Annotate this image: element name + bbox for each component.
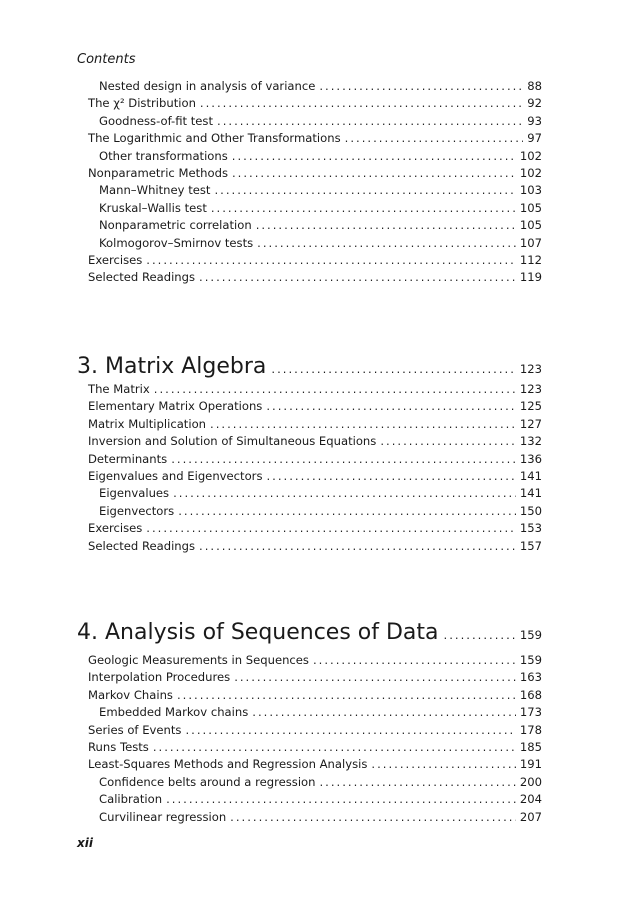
toc-entry-page: 178 — [519, 722, 542, 737]
toc-entry-title: Nested design in analysis of variance — [99, 79, 316, 93]
toc-entry[interactable] — [88, 520, 542, 537]
leader-dots — [266, 398, 516, 415]
toc-entry-title: Goodness-of-fit test — [99, 113, 214, 128]
leader-dots — [199, 269, 516, 286]
toc-entry-page: 159 — [519, 653, 542, 667]
leader-dots — [320, 774, 516, 791]
toc-entry-page: 168 — [519, 687, 542, 702]
toc-entry[interactable] — [88, 451, 542, 468]
leader-dots — [232, 148, 516, 165]
toc-entry-title: The χ² Distribution — [88, 96, 196, 111]
leader-dots — [200, 95, 523, 112]
toc-entry-page: 102 — [519, 148, 542, 163]
toc-entry-title: Kolmogorov–Smirnov tests — [99, 235, 254, 250]
toc-entry[interactable] — [88, 468, 542, 485]
leader-dots — [371, 756, 515, 773]
toc-entry[interactable] — [88, 165, 542, 182]
toc-entry-page: 141 — [519, 468, 542, 483]
toc-entry-page: 150 — [519, 503, 542, 518]
leader-dots — [257, 235, 516, 252]
toc-entry[interactable] — [88, 433, 542, 450]
toc-entry-page: 200 — [519, 774, 542, 789]
toc-entry-title: Eigenvalues and Eigenvectors — [88, 468, 263, 483]
toc-entry-title: Embedded Markov chains — [99, 705, 249, 720]
toc-entry-title: Confidence belts around a regression — [99, 774, 316, 789]
toc-entry-page: 191 — [519, 757, 542, 772]
toc-entry-title: Curvilinear regression — [99, 809, 227, 824]
toc-entry[interactable] — [88, 669, 542, 686]
toc-entry-title: Series of Events — [88, 722, 182, 737]
leader-dots — [313, 652, 516, 669]
toc-entry-title: Eigenvectors — [99, 503, 175, 518]
chapter-4-entries — [88, 652, 542, 826]
leader-dots — [171, 451, 516, 468]
leader-dots — [178, 503, 516, 520]
toc-entry-page: 153 — [519, 521, 542, 536]
toc-entry-page: 207 — [519, 809, 542, 824]
leader-dots — [185, 722, 515, 739]
toc-entry-title: Nonparametric correlation — [99, 218, 252, 233]
toc-entry-page: 103 — [519, 183, 542, 198]
toc-entry-title: Least-Squares Methods and Regression Analysis — [88, 757, 368, 772]
chapter-title: 3. Matrix Algebra — [77, 354, 267, 379]
toc-entry-page: 88 — [527, 79, 542, 93]
toc-entry-title: Exercises — [88, 252, 143, 267]
toc-entry-title: Mann–Whitney test — [99, 183, 211, 198]
leader-dots — [266, 468, 515, 485]
toc-entry[interactable] — [88, 252, 542, 269]
toc-entry[interactable] — [88, 687, 542, 704]
toc-entry-page: 93 — [527, 113, 542, 128]
leader-dots — [154, 381, 516, 398]
leader-dots — [146, 252, 516, 269]
toc-entry[interactable] — [88, 739, 542, 756]
toc-entry[interactable] — [88, 809, 542, 826]
toc-entry[interactable] — [88, 235, 542, 252]
toc-entry-page: 204 — [519, 792, 542, 807]
toc-entry-title: Exercises — [88, 521, 143, 536]
leader-dots — [210, 416, 516, 433]
toc-entry[interactable] — [88, 791, 542, 808]
toc-entry[interactable] — [88, 182, 542, 199]
toc-entry-page: 157 — [519, 538, 542, 553]
toc-entry-title: Inversion and Solution of Simultaneous Equations — [88, 434, 377, 449]
toc-entry[interactable] — [88, 652, 542, 669]
toc-entry[interactable] — [88, 113, 542, 130]
toc-entry[interactable] — [88, 381, 542, 398]
toc-entry-title: Interpolation Procedures — [88, 670, 231, 685]
toc-entry-title: Nonparametric Methods — [88, 165, 228, 180]
chapter-page: 123 — [519, 362, 542, 376]
toc-entry-page: 105 — [519, 200, 542, 215]
leader-dots — [444, 628, 515, 642]
toc-entry-title: Geologic Measurements in Sequences — [88, 653, 309, 667]
leader-dots — [153, 739, 516, 756]
toc-entry-page: 92 — [527, 96, 542, 111]
toc-entry-title: Runs Tests — [88, 739, 149, 754]
leader-dots — [166, 791, 516, 808]
leader-dots — [232, 165, 516, 182]
chapter-heading[interactable] — [77, 620, 542, 648]
leader-dots — [199, 538, 516, 555]
leader-dots — [252, 704, 516, 721]
toc-entry-page: 105 — [519, 218, 542, 233]
leader-dots — [177, 687, 516, 704]
toc-entry[interactable] — [88, 130, 542, 147]
toc-entry-page: 119 — [519, 270, 542, 285]
toc-entry[interactable] — [88, 269, 542, 286]
toc-entry[interactable] — [88, 398, 542, 415]
toc-entry-page: 185 — [519, 739, 542, 754]
toc-entry-page: 132 — [519, 434, 542, 449]
leader-dots — [234, 669, 516, 686]
leader-dots — [146, 520, 516, 537]
toc-entry-title: Calibration — [99, 792, 163, 807]
toc-entry[interactable] — [88, 485, 542, 502]
toc-entry[interactable] — [88, 217, 542, 234]
leader-dots — [345, 130, 524, 147]
toc-entry-page: 102 — [519, 165, 542, 180]
toc-entry-page: 125 — [519, 399, 542, 414]
toc-entry-title: Selected Readings — [88, 270, 196, 285]
chapter-4-block — [77, 620, 542, 654]
leader-dots — [380, 433, 516, 450]
toc-entry-page: 127 — [519, 416, 542, 431]
chapter-3-entries — [88, 381, 542, 555]
toc-entry[interactable] — [88, 503, 542, 520]
leader-dots — [217, 113, 523, 130]
toc-entry[interactable] — [88, 78, 542, 95]
toc-entry[interactable] — [88, 95, 542, 112]
toc-entry-title: Kruskal–Wallis test — [99, 200, 207, 215]
toc-entry[interactable] — [88, 416, 542, 433]
toc-entry-title: The Logarithmic and Other Transformations — [88, 131, 341, 146]
toc-entry-page: 173 — [519, 705, 542, 720]
toc-entry-page: 123 — [519, 382, 542, 396]
toc-entry[interactable] — [88, 538, 542, 555]
leader-dots — [271, 362, 514, 376]
toc-entry[interactable] — [88, 704, 542, 721]
leader-dots — [256, 217, 516, 234]
leader-dots — [173, 485, 516, 502]
leader-dots — [230, 809, 516, 826]
toc-entry[interactable] — [88, 756, 542, 773]
leader-dots — [214, 182, 515, 199]
toc-entry-title: Determinants — [88, 451, 168, 466]
toc-entry-title: Other transformations — [99, 148, 228, 163]
chapter-page: 159 — [519, 628, 542, 642]
chapter-heading[interactable] — [77, 354, 542, 382]
toc-entry-page: 141 — [519, 486, 542, 501]
toc-entry-title: Selected Readings — [88, 538, 196, 553]
toc-entry[interactable] — [88, 774, 542, 791]
toc-entry-title: Matrix Multiplication — [88, 416, 207, 431]
toc-entry-title: Markov Chains — [88, 687, 173, 702]
toc-entry[interactable] — [88, 200, 542, 217]
toc-entry-title: The Matrix — [88, 382, 150, 396]
running-header: Contents — [77, 52, 136, 67]
toc-entry[interactable] — [88, 722, 542, 739]
leader-dots — [211, 200, 516, 217]
toc-entry-page: 112 — [519, 252, 542, 267]
toc-entry-title: Eigenvalues — [99, 486, 170, 501]
page-number: xii — [77, 836, 93, 850]
toc-entry[interactable] — [88, 148, 542, 165]
chapter-title: 4. Analysis of Sequences of Data — [77, 620, 439, 645]
toc-entry-page: 97 — [527, 131, 542, 146]
toc-entry-page: 107 — [519, 235, 542, 250]
toc-entry-page: 163 — [519, 670, 542, 685]
toc-entry-title: Elementary Matrix Operations — [88, 399, 263, 414]
toc-continued-section — [88, 78, 542, 287]
leader-dots — [319, 78, 523, 95]
toc-entry-page: 136 — [519, 451, 542, 466]
